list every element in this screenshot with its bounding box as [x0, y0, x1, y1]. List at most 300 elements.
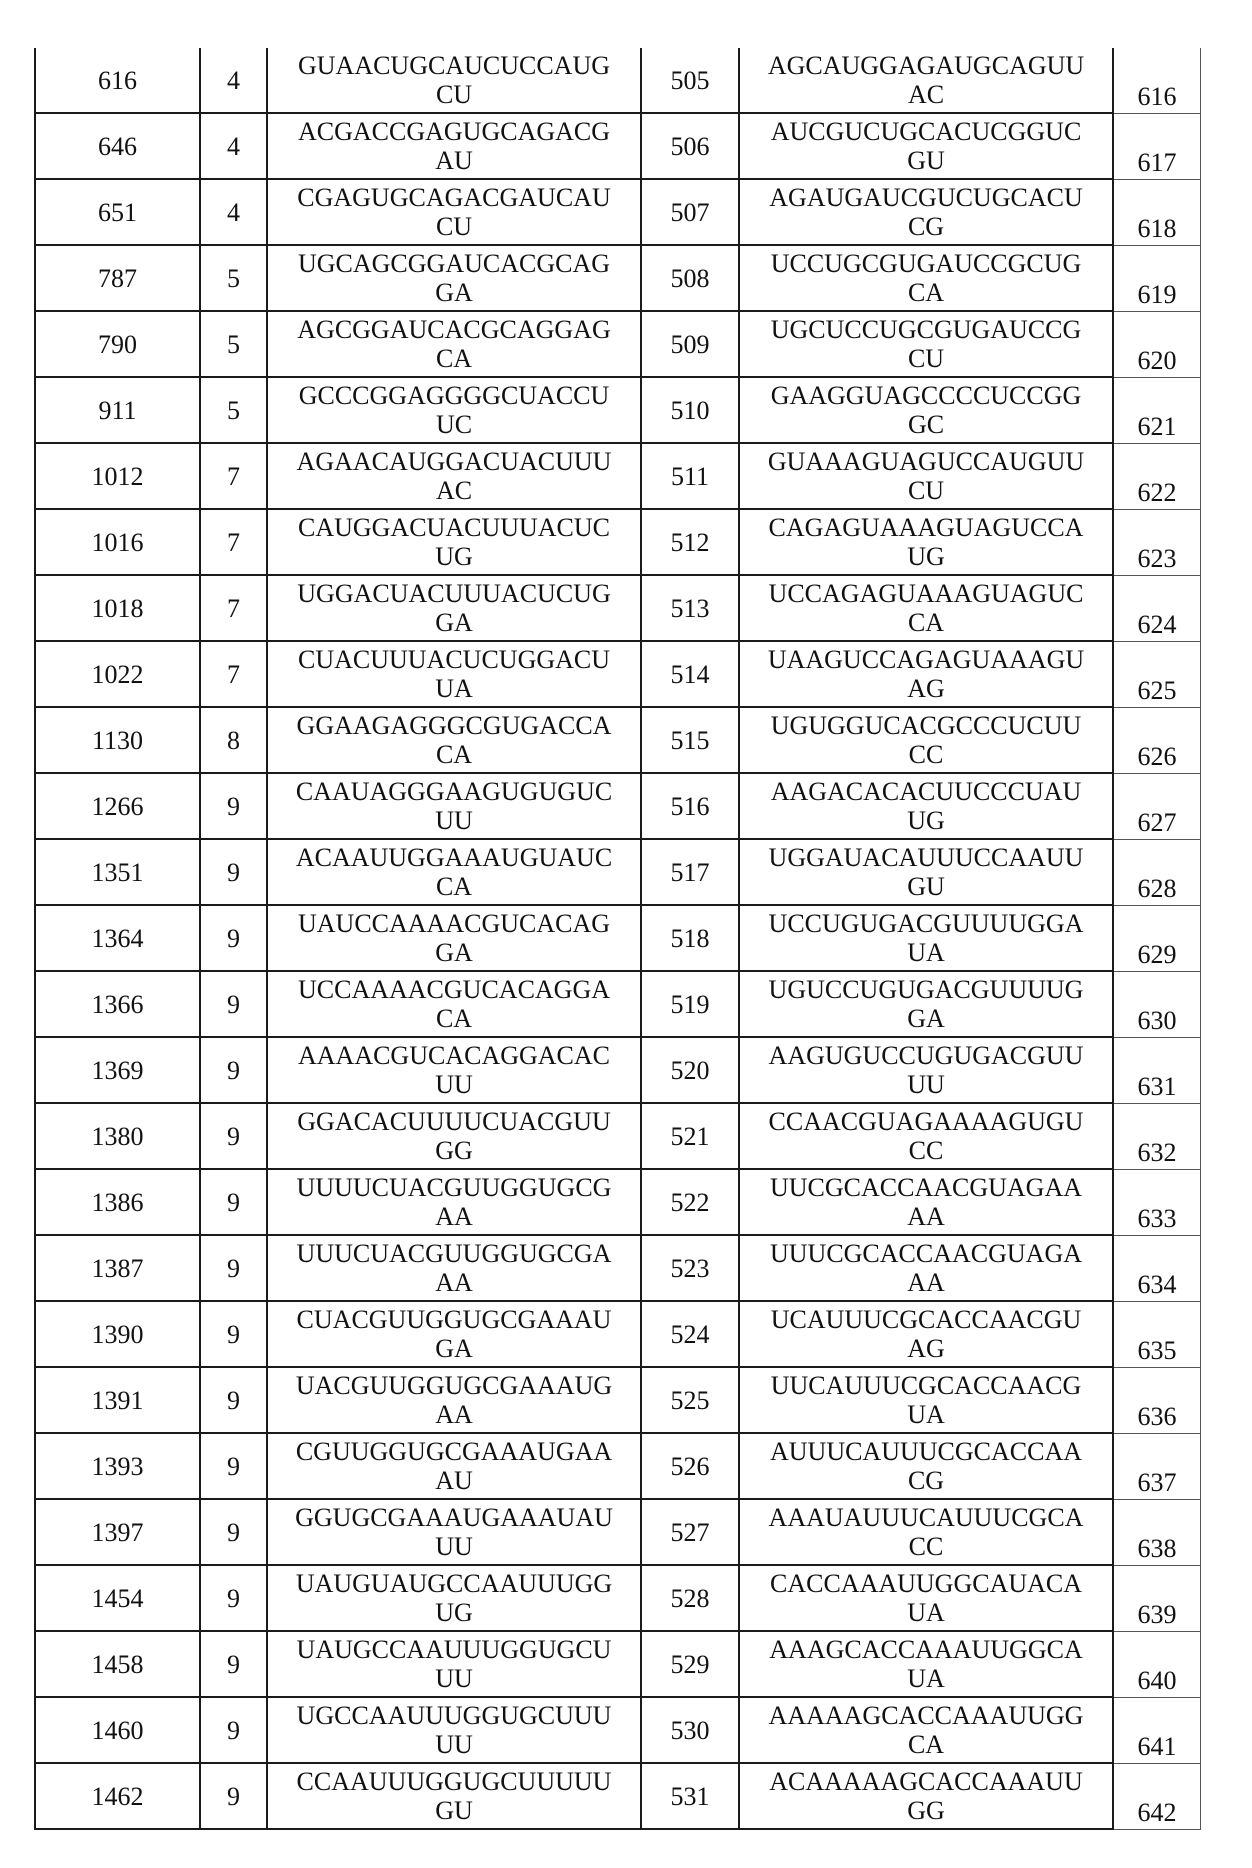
sense-seq-id-cell: [641, 839, 739, 905]
anti-id-text: 633: [1137, 1203, 1177, 1233]
sense-seq-id-cell: [641, 1697, 739, 1763]
sense-l1-text: GGACACUUUUCUACGUU: [297, 1107, 611, 1136]
target-position-cell: [35, 707, 200, 773]
antisense-sequence-cell: [739, 1367, 1113, 1433]
anti-l1-text: AUCGUCUGCACUCGGUC: [770, 117, 1082, 146]
region-cell: [200, 575, 267, 641]
antisense-seq-id-cell: [1113, 1631, 1201, 1697]
pos-text: 1369: [91, 1055, 144, 1085]
region-cell: [200, 179, 267, 245]
anti-l2-text: CC: [908, 740, 944, 769]
region-cell: [200, 245, 267, 311]
region-text: 7: [227, 593, 240, 623]
sense-id-text: 511: [670, 461, 710, 491]
pos-text: 1130: [91, 725, 144, 755]
region-text: 9: [227, 857, 240, 887]
region-text: 5: [227, 263, 240, 293]
region-cell: [200, 509, 267, 575]
table-row: [35, 113, 1201, 179]
sense-l1-text: CUACUUUACUCUGGACU: [297, 645, 611, 674]
sense-sequence-cell: [267, 773, 641, 839]
pos-text: 1266: [91, 791, 144, 821]
target-position-cell: [35, 113, 200, 179]
sense-l1-text: CGUUGGUGCGAAAUGAA: [295, 1437, 613, 1466]
anti-l1-text: UAAGUCCAGAGUAAAGU: [767, 645, 1085, 674]
anti-l1-text: AAAUAUUUCAUUUCGCA: [768, 1503, 1084, 1532]
sense-sequence-cell: [267, 707, 641, 773]
antisense-seq-id-cell: [1113, 707, 1201, 773]
table-row: [35, 1235, 1201, 1301]
sense-l2-text: CA: [435, 740, 473, 769]
sense-l2-text: GA: [435, 938, 473, 967]
sense-l1-text: AGCGGAUCACGCAGGAG: [297, 315, 611, 344]
pos-text: 1386: [91, 1187, 144, 1217]
anti-id-text: 618: [1137, 213, 1177, 243]
antisense-seq-id-cell: [1113, 443, 1201, 509]
table-row: [35, 971, 1201, 1037]
sense-seq-id-cell: [641, 509, 739, 575]
anti-id-text: 629: [1137, 939, 1177, 969]
sense-seq-id-cell: [641, 443, 739, 509]
sense-l1-text: GCCCGGAGGGGCUACCU: [298, 381, 610, 410]
region-text: 9: [227, 1781, 240, 1811]
anti-id-text: 620: [1137, 345, 1177, 375]
table-row: [35, 1103, 1201, 1169]
anti-l2-text: AC: [907, 80, 945, 109]
antisense-seq-id-cell: [1113, 377, 1201, 443]
sense-id-text: 514: [670, 659, 710, 689]
pos-text: 1012: [91, 461, 144, 491]
sense-id-text: 512: [670, 527, 710, 557]
antisense-seq-id-cell: [1113, 1433, 1201, 1499]
region-cell: [200, 1235, 267, 1301]
sense-l1-text: ACGACCGAGUGCAGACG: [297, 117, 611, 146]
sense-l1-text: AGAACAUGGACUACUUU: [296, 447, 612, 476]
sense-l2-text: AA: [435, 1400, 473, 1429]
sense-l2-text: UU: [435, 1532, 473, 1561]
sense-l1-text: UAUCCAAAACGUCACAG: [297, 909, 611, 938]
anti-l2-text: AA: [907, 1268, 945, 1297]
sense-l1-text: UUUUCUACGUUGGUGCG: [296, 1173, 612, 1202]
sense-sequence-cell: [267, 971, 641, 1037]
sense-sequence-cell: [267, 1565, 641, 1631]
pos-text: 1018: [91, 593, 144, 623]
pos-text: 1460: [91, 1715, 144, 1745]
sense-l2-text: AU: [435, 1466, 473, 1495]
sense-sequence-cell: [267, 443, 641, 509]
region-cell: [200, 1169, 267, 1235]
antisense-seq-id-cell: [1113, 1169, 1201, 1235]
region-cell: [200, 113, 267, 179]
sense-sequence-cell: [267, 1103, 641, 1169]
target-position-cell: [35, 1037, 200, 1103]
antisense-seq-id-cell: [1113, 509, 1201, 575]
sense-sequence-cell: [267, 179, 641, 245]
anti-l1-text: UGCUCCUGCGUGAUCCG: [770, 315, 1082, 344]
table-row: [35, 1037, 1201, 1103]
sense-id-text: 509: [670, 329, 710, 359]
pos-text: 1351: [91, 857, 144, 887]
region-text: 4: [227, 131, 240, 161]
sense-l2-text: UG: [435, 542, 473, 571]
sense-l1-text: UCCAAAACGUCACAGGA: [297, 975, 611, 1004]
table-row: [35, 707, 1201, 773]
pos-text: 1397: [91, 1517, 144, 1547]
sense-sequence-cell: [267, 1235, 641, 1301]
anti-id-text: 616: [1137, 81, 1177, 111]
antisense-sequence-cell: [739, 1565, 1113, 1631]
anti-l1-text: UUCAUUUCGCACCAACG: [770, 1371, 1082, 1400]
pos-text: 1387: [91, 1253, 144, 1283]
sense-id-text: 508: [670, 263, 710, 293]
anti-id-text: 621: [1137, 411, 1177, 441]
antisense-seq-id-cell: [1113, 245, 1201, 311]
antisense-sequence-cell: [739, 179, 1113, 245]
sense-seq-id-cell: [641, 377, 739, 443]
sense-l2-text: GA: [435, 1334, 473, 1363]
sense-l2-text: CA: [435, 344, 473, 373]
table-row: [35, 443, 1201, 509]
anti-id-text: 623: [1137, 543, 1177, 573]
sense-sequence-cell: [267, 1367, 641, 1433]
anti-id-text: 640: [1137, 1665, 1177, 1695]
sense-seq-id-cell: [641, 48, 739, 113]
anti-l1-text: UCAUUUCGCACCAACGU: [770, 1305, 1082, 1334]
sense-l1-text: UAUGCCAAUUUGGUGCU: [296, 1635, 612, 1664]
anti-l1-text: UGUGGUCACGCCCUCUU: [770, 711, 1082, 740]
pos-text: 616: [98, 65, 137, 95]
sense-sequence-cell: [267, 575, 641, 641]
sense-l2-text: UA: [435, 674, 473, 703]
table-row: [35, 245, 1201, 311]
antisense-seq-id-cell: [1113, 1565, 1201, 1631]
region-cell: [200, 1037, 267, 1103]
sense-l2-text: GA: [435, 608, 473, 637]
region-text: 9: [227, 1385, 240, 1415]
sense-sequence-cell: [267, 311, 641, 377]
region-cell: [200, 1565, 267, 1631]
region-cell: [200, 905, 267, 971]
antisense-seq-id-cell: [1113, 1763, 1201, 1829]
sense-l2-text: GU: [435, 1796, 473, 1825]
anti-id-text: 635: [1137, 1335, 1177, 1365]
sense-l1-text: CGAGUGCAGACGAUCAU: [297, 183, 611, 212]
sense-sequence-cell: [267, 1499, 641, 1565]
region-text: 9: [227, 1715, 240, 1745]
sense-seq-id-cell: [641, 1565, 739, 1631]
table-row: [35, 1631, 1201, 1697]
sense-seq-id-cell: [641, 1169, 739, 1235]
antisense-sequence-cell: [739, 773, 1113, 839]
region-text: 5: [227, 329, 240, 359]
region-text: 4: [227, 65, 240, 95]
antisense-seq-id-cell: [1113, 575, 1201, 641]
anti-l1-text: UUCGCACCAACGUAGAA: [769, 1173, 1083, 1202]
pos-text: 1462: [91, 1781, 144, 1811]
antisense-seq-id-cell: [1113, 1697, 1201, 1763]
sense-seq-id-cell: [641, 905, 739, 971]
antisense-sequence-cell: [739, 971, 1113, 1037]
sense-sequence-cell: [267, 1037, 641, 1103]
antisense-seq-id-cell: [1113, 641, 1201, 707]
anti-l2-text: AG: [907, 674, 945, 703]
anti-l2-text: CC: [908, 1532, 944, 1561]
sense-l1-text: UACGUUGGUGCGAAAUG: [295, 1371, 613, 1400]
anti-l2-text: CC: [908, 1136, 944, 1165]
anti-id-text: 624: [1137, 609, 1177, 639]
sense-id-text: 521: [670, 1121, 710, 1151]
region-text: 4: [227, 197, 240, 227]
antisense-seq-id-cell: [1113, 1499, 1201, 1565]
anti-l1-text: AGAUGAUCGUCUGCACU: [769, 183, 1083, 212]
antisense-sequence-cell: [739, 641, 1113, 707]
sense-id-text: 530: [670, 1715, 710, 1745]
sense-id-text: 505: [670, 65, 710, 95]
anti-id-text: 632: [1137, 1137, 1177, 1167]
target-position-cell: [35, 773, 200, 839]
target-position-cell: [35, 311, 200, 377]
anti-id-text: 628: [1137, 873, 1177, 903]
target-position-cell: [35, 1169, 200, 1235]
region-text: 7: [227, 461, 240, 491]
sense-sequence-cell: [267, 1301, 641, 1367]
region-text: 9: [227, 1055, 240, 1085]
table-body: [35, 48, 1201, 1829]
sense-id-text: 527: [670, 1517, 710, 1547]
anti-l2-text: CA: [907, 1730, 945, 1759]
table-row: [35, 377, 1201, 443]
target-position-cell: [35, 1763, 200, 1829]
antisense-sequence-cell: [739, 311, 1113, 377]
antisense-sequence-cell: [739, 245, 1113, 311]
antisense-seq-id-cell: [1113, 839, 1201, 905]
pos-text: 1366: [91, 989, 144, 1019]
sense-l2-text: GG: [435, 1136, 473, 1165]
anti-l2-text: UA: [907, 938, 945, 967]
sense-l2-text: AA: [435, 1202, 473, 1231]
region-cell: [200, 1103, 267, 1169]
region-cell: [200, 1301, 267, 1367]
antisense-sequence-cell: [739, 1301, 1113, 1367]
anti-l1-text: CAGAGUAAAGUAGUCCA: [768, 513, 1084, 542]
table-row: [35, 509, 1201, 575]
pos-text: 1022: [91, 659, 144, 689]
anti-id-text: 627: [1137, 807, 1177, 837]
anti-l2-text: UG: [907, 542, 945, 571]
pos-text: 1016: [91, 527, 144, 557]
antisense-seq-id-cell: [1113, 773, 1201, 839]
sense-sequence-cell: [267, 48, 641, 113]
region-text: 9: [227, 1187, 240, 1217]
anti-l2-text: AA: [907, 1202, 945, 1231]
antisense-sequence-cell: [739, 1631, 1113, 1697]
sense-sequence-cell: [267, 1697, 641, 1763]
antisense-seq-id-cell: [1113, 905, 1201, 971]
antisense-sequence-cell: [739, 905, 1113, 971]
sense-id-text: 520: [670, 1055, 710, 1085]
sense-l2-text: AA: [435, 1268, 473, 1297]
sense-l1-text: UGGACUACUUUACUCUG: [297, 579, 611, 608]
sense-l2-text: AU: [435, 146, 473, 175]
sense-id-text: 526: [670, 1451, 710, 1481]
target-position-cell: [35, 48, 200, 113]
antisense-seq-id-cell: [1113, 1103, 1201, 1169]
sense-l1-text: UGCCAAUUUGGUGCUUU: [296, 1701, 612, 1730]
target-position-cell: [35, 1565, 200, 1631]
anti-id-text: 622: [1137, 477, 1177, 507]
pos-text: 646: [98, 131, 137, 161]
sense-sequence-cell: [267, 1169, 641, 1235]
sense-sequence-cell: [267, 1433, 641, 1499]
target-position-cell: [35, 971, 200, 1037]
table-row: [35, 1301, 1201, 1367]
antisense-sequence-cell: [739, 1235, 1113, 1301]
pos-text: 1380: [91, 1121, 144, 1151]
sense-seq-id-cell: [641, 1499, 739, 1565]
antisense-sequence-cell: [739, 443, 1113, 509]
anti-l1-text: UCCUGUGACGUUUUGGA: [768, 909, 1084, 938]
region-text: 9: [227, 1583, 240, 1613]
antisense-seq-id-cell: [1113, 1235, 1201, 1301]
anti-l2-text: UA: [907, 1664, 945, 1693]
target-position-cell: [35, 1499, 200, 1565]
anti-l2-text: UA: [907, 1400, 945, 1429]
antisense-sequence-cell: [739, 377, 1113, 443]
anti-l1-text: UCCAGAGUAAAGUAGUC: [768, 579, 1084, 608]
antisense-seq-id-cell: [1113, 113, 1201, 179]
sense-id-text: 516: [670, 791, 710, 821]
anti-l1-text: CCAACGUAGAAAAGUGU: [768, 1107, 1084, 1136]
pos-text: 790: [98, 329, 137, 359]
region-cell: [200, 1499, 267, 1565]
table-row: [35, 1367, 1201, 1433]
antisense-sequence-cell: [739, 575, 1113, 641]
table-row: [35, 1499, 1201, 1565]
anti-l1-text: UCCUGCGUGAUCCGCUG: [770, 249, 1082, 278]
sense-id-text: 515: [670, 725, 710, 755]
sense-id-text: 523: [670, 1253, 710, 1283]
antisense-sequence-cell: [739, 509, 1113, 575]
table-row: [35, 905, 1201, 971]
anti-l1-text: AGCAUGGAGAUGCAGUU: [767, 51, 1085, 80]
anti-id-text: 636: [1137, 1401, 1177, 1431]
antisense-sequence-cell: [739, 707, 1113, 773]
anti-l2-text: CA: [907, 278, 945, 307]
table-row: [35, 311, 1201, 377]
anti-id-text: 637: [1137, 1467, 1177, 1497]
anti-l1-text: UGGAUACAUUUCCAAUU: [768, 843, 1084, 872]
anti-id-text: 626: [1137, 741, 1177, 771]
anti-id-text: 631: [1137, 1071, 1177, 1101]
sense-l2-text: UG: [435, 1598, 473, 1627]
anti-id-text: 619: [1137, 279, 1177, 309]
target-position-cell: [35, 443, 200, 509]
pos-text: 1393: [91, 1451, 144, 1481]
antisense-seq-id-cell: [1113, 1301, 1201, 1367]
anti-l2-text: GA: [907, 1004, 945, 1033]
sense-l1-text: CUACGUUGGUGCGAAAU: [296, 1305, 612, 1334]
sense-id-text: 529: [670, 1649, 710, 1679]
region-text: 9: [227, 1319, 240, 1349]
region-text: 9: [227, 1517, 240, 1547]
antisense-sequence-cell: [739, 1433, 1113, 1499]
table-row: [35, 773, 1201, 839]
sense-sequence-cell: [267, 377, 641, 443]
sense-id-text: 528: [670, 1583, 710, 1613]
anti-l1-text: AAAGCACCAAAUUGGCA: [769, 1635, 1083, 1664]
anti-id-text: 638: [1137, 1533, 1177, 1563]
target-position-cell: [35, 575, 200, 641]
sense-id-text: 518: [670, 923, 710, 953]
target-position-cell: [35, 509, 200, 575]
sense-l1-text: ACAAUUGGAAAUGUAUC: [295, 843, 613, 872]
sense-l2-text: UU: [435, 1070, 473, 1099]
region-cell: [200, 377, 267, 443]
sense-seq-id-cell: [641, 641, 739, 707]
region-cell: [200, 971, 267, 1037]
anti-l2-text: UU: [907, 1070, 945, 1099]
sense-seq-id-cell: [641, 311, 739, 377]
sense-seq-id-cell: [641, 179, 739, 245]
sense-sequence-cell: [267, 113, 641, 179]
antisense-sequence-cell: [739, 48, 1113, 113]
table-row: [35, 1433, 1201, 1499]
antisense-sequence-cell: [739, 1169, 1113, 1235]
sense-l2-text: CU: [435, 212, 473, 241]
target-position-cell: [35, 905, 200, 971]
sirna-sequence-table: [34, 48, 1201, 1830]
anti-l2-text: CU: [907, 476, 945, 505]
antisense-sequence-cell: [739, 1763, 1113, 1829]
pos-text: 911: [98, 395, 137, 425]
table-row: [35, 1169, 1201, 1235]
table-row: [35, 1565, 1201, 1631]
sense-seq-id-cell: [641, 1103, 739, 1169]
anti-l2-text: AG: [907, 1334, 945, 1363]
anti-l1-text: GUAAAGUAGUCCAUGUU: [767, 447, 1085, 476]
region-cell: [200, 707, 267, 773]
region-cell: [200, 1631, 267, 1697]
anti-l1-text: GAAGGUAGCCCCUCCGG: [770, 381, 1082, 410]
target-position-cell: [35, 377, 200, 443]
anti-id-text: 617: [1137, 147, 1177, 177]
sense-l1-text: GGAAGAGGGCGUGACCA: [296, 711, 612, 740]
sense-l1-text: GUAACUGCAUCUCCAUG: [297, 51, 611, 80]
antisense-sequence-cell: [739, 113, 1113, 179]
sense-sequence-cell: [267, 245, 641, 311]
sense-l2-text: UU: [435, 806, 473, 835]
sense-id-text: 519: [670, 989, 710, 1019]
region-text: 9: [227, 923, 240, 953]
target-position-cell: [35, 641, 200, 707]
sense-id-text: 507: [670, 197, 710, 227]
anti-l1-text: ACAAAAAGCACCAAAUU: [769, 1767, 1083, 1796]
sense-l1-text: CAAUAGGGAAGUGUGUC: [295, 777, 613, 806]
anti-id-text: 639: [1137, 1599, 1177, 1629]
antisense-sequence-cell: [739, 1499, 1113, 1565]
anti-l1-text: AAGUGUCCUGUGACGUU: [768, 1041, 1084, 1070]
table-row: [35, 48, 1201, 113]
pos-text: 1458: [91, 1649, 144, 1679]
sense-l2-text: UU: [435, 1664, 473, 1693]
sense-seq-id-cell: [641, 1631, 739, 1697]
anti-id-text: 625: [1137, 675, 1177, 705]
region-text: 5: [227, 395, 240, 425]
anti-l2-text: CG: [907, 1466, 945, 1495]
region-text: 9: [227, 1649, 240, 1679]
anti-l1-text: AAGACACACUUCCCUAU: [770, 777, 1082, 806]
region-cell: [200, 443, 267, 509]
